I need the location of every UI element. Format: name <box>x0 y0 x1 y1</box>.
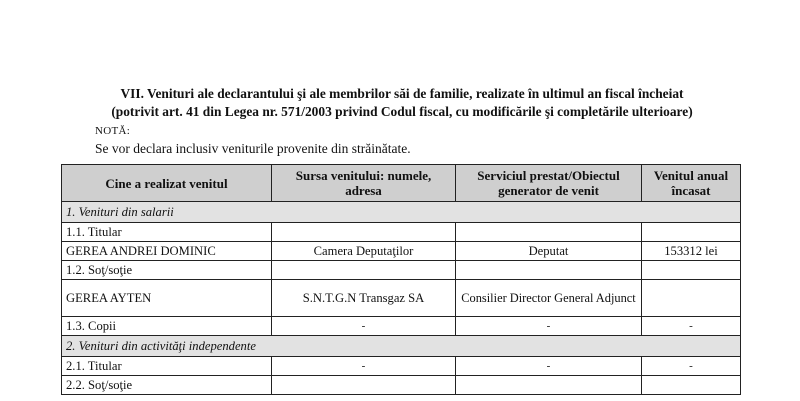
cell-who: GEREA AYTEN <box>62 280 272 317</box>
cell-service: Consilier Director General Adjunct <box>456 280 642 317</box>
empty-cell <box>456 223 642 242</box>
section-heading <box>52 85 752 121</box>
nota-text: Se vor declara inclusiv veniturile provenite din străinătate. <box>95 141 411 156</box>
empty-cell <box>642 376 741 395</box>
header-service: Serviciul prestat/Obiectul generator de venit <box>456 165 642 202</box>
section-label: 2. Venituri din activităţi independente <box>62 336 741 357</box>
cell-source: - <box>272 357 456 376</box>
cell-service: - <box>456 357 642 376</box>
table-row <box>62 357 741 376</box>
row-label: 1.2. Soţ/soţie <box>62 261 272 280</box>
cell-service: Deputat <box>456 242 642 261</box>
cell-source: S.N.T.G.N Transgaz SA <box>272 280 456 317</box>
cell-service: - <box>456 317 642 336</box>
cell-who: GEREA ANDREI DOMINIC <box>62 242 272 261</box>
cell-income <box>642 280 741 317</box>
income-table <box>61 164 741 395</box>
table-row <box>62 242 741 261</box>
nota-label: NOTĂ: <box>95 125 131 137</box>
table-header-row <box>62 165 741 202</box>
table-row <box>62 261 741 280</box>
header-source: Sursa venitului: numele, adresa <box>272 165 456 202</box>
table-row <box>62 376 741 395</box>
cell-income: - <box>642 357 741 376</box>
cell-who: 2.1. Titular <box>62 357 272 376</box>
section-row-independent <box>62 336 741 357</box>
row-label: 1.1. Titular <box>62 223 272 242</box>
header-income: Venitul anual încasat <box>642 165 741 202</box>
empty-cell <box>456 261 642 280</box>
cell-source: - <box>272 317 456 336</box>
table-row <box>62 223 741 242</box>
section-label: 1. Venituri din salarii <box>62 202 741 223</box>
table-row <box>62 317 741 336</box>
header-who: Cine a realizat venitul <box>62 165 272 202</box>
cell-income: - <box>642 317 741 336</box>
empty-cell <box>642 261 741 280</box>
empty-cell <box>642 223 741 242</box>
empty-cell <box>272 223 456 242</box>
row-label: 2.2. Soţ/soţie <box>62 376 272 395</box>
section-heading-line-1: VII. Venituri ale declarantului şi ale membrilor săi de familie, realizate în ultimul an fiscal încheiat <box>120 86 684 101</box>
section-heading-line-2: (potrivit art. 41 din Legea nr. 571/2003 privind Codul fiscal, cu modificările şi completările ulterioare) <box>111 104 693 119</box>
cell-who: 1.3. Copii <box>62 317 272 336</box>
empty-cell <box>272 376 456 395</box>
cell-source: Camera Deputaţilor <box>272 242 456 261</box>
empty-cell <box>272 261 456 280</box>
empty-cell <box>456 376 642 395</box>
section-row-salaries <box>62 202 741 223</box>
cell-income: 153312 lei <box>642 242 741 261</box>
table-row <box>62 280 741 317</box>
